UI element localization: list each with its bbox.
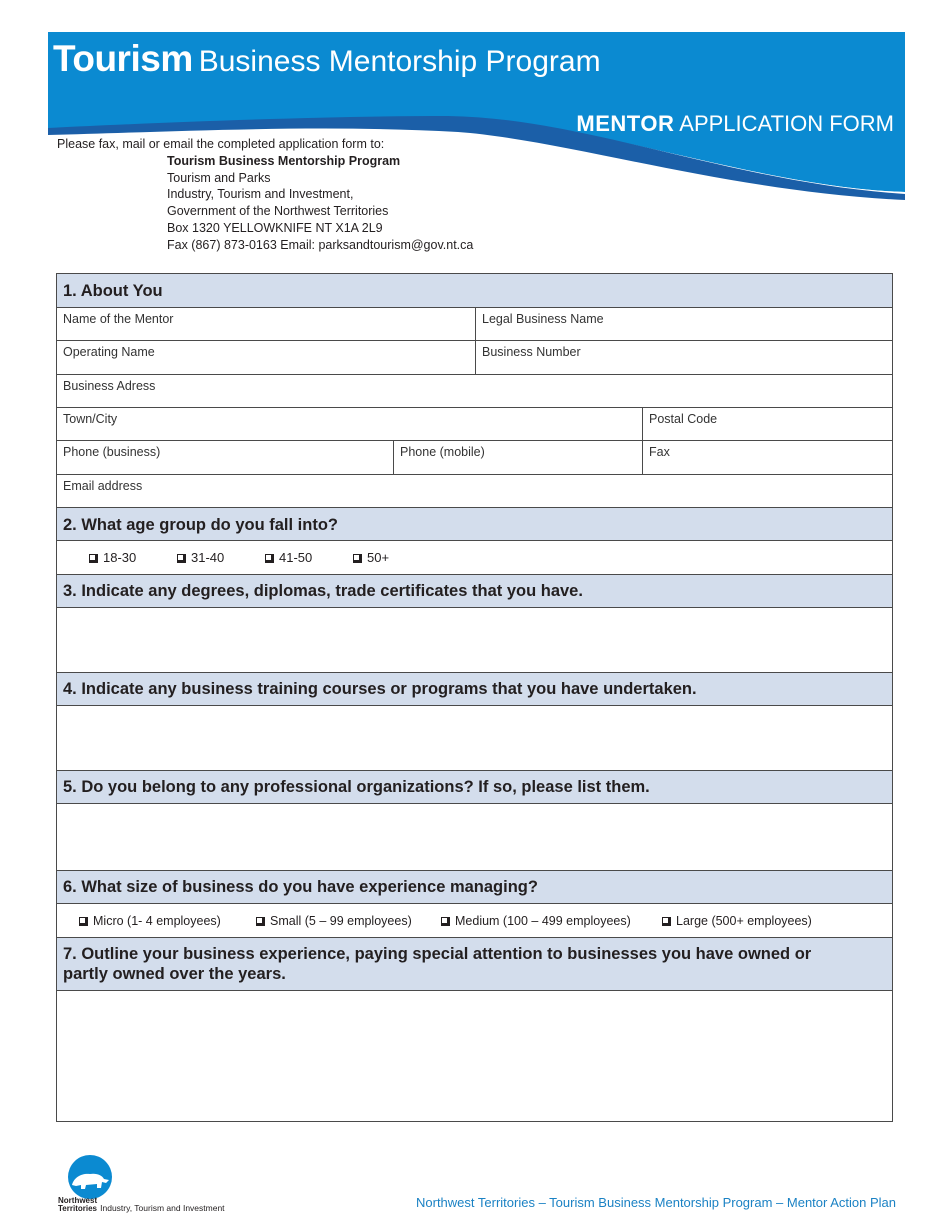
section-heading: 6. What size of business do you have experience managing? — [63, 878, 538, 896]
option-label: Large (500+ employees) — [676, 914, 812, 928]
business-size-options — [57, 904, 892, 938]
age-31-40-checkbox[interactable] — [177, 550, 224, 565]
size-small-checkbox[interactable] — [256, 914, 412, 928]
business-address-field[interactable] — [57, 375, 892, 408]
checkbox-icon — [441, 917, 450, 926]
phone-mobile-field[interactable] — [393, 441, 642, 474]
footer-text: Northwest Territories – Tourism Business Mentorship Program – Mentor Action Plan — [416, 1195, 896, 1210]
field-label: Business Number — [482, 345, 581, 359]
section-header-organizations — [57, 771, 892, 804]
logo-wordmark — [58, 1197, 97, 1213]
section-heading: 3. Indicate any degrees, diplomas, trade certificates that you have. — [63, 582, 583, 600]
field-label: Email address — [63, 479, 143, 493]
email-field[interactable] — [57, 475, 892, 508]
age-41-50-checkbox[interactable] — [265, 550, 312, 565]
address-line: Fax (867) 873-0163 Email: parksandtourism@gov.nt.ca — [167, 237, 474, 252]
subtitle-rest: APPLICATION FORM — [679, 111, 894, 136]
option-label: 41-50 — [279, 550, 313, 565]
application-form — [56, 273, 893, 1122]
section-heading: 2. What age group do you fall into? — [63, 516, 338, 534]
section-heading-line: 7. Outline your business experience, paying special attention to businesses you have owned or — [63, 945, 812, 963]
option-label: Small (5 – 99 employees) — [270, 914, 412, 928]
option-label: 50+ — [367, 550, 390, 565]
address-line: Industry, Tourism and Investment, — [167, 187, 354, 202]
degrees-textarea[interactable] — [57, 608, 892, 673]
title-strong: Tourism — [53, 38, 193, 79]
field-label: Operating Name — [63, 345, 155, 359]
checkbox-icon — [662, 917, 671, 926]
option-label: 18-30 — [103, 550, 137, 565]
address-line: Government of the Northwest Territories — [167, 204, 389, 219]
phone-business-field[interactable] — [57, 441, 393, 474]
option-label: Micro (1- 4 employees) — [93, 914, 221, 928]
size-large-checkbox[interactable] — [662, 914, 812, 928]
logo-line: Territories — [58, 1204, 97, 1213]
field-label: Phone (mobile) — [400, 445, 485, 459]
section-header-about-you — [57, 274, 892, 308]
field-label: Legal Business Name — [482, 312, 604, 326]
legal-business-name-field[interactable] — [475, 308, 892, 340]
operating-name-field[interactable] — [57, 341, 475, 374]
section-heading-line: partly owned over the years. — [63, 965, 286, 983]
address-line: Box 1320 YELLOWKNIFE NT X1A 2L9 — [167, 220, 383, 235]
size-micro-checkbox[interactable] — [79, 914, 221, 928]
address-intro: Please fax, mail or email the completed application form to: — [57, 137, 385, 151]
section-heading: 1. About You — [63, 282, 163, 300]
form-row — [57, 308, 892, 341]
field-label: Postal Code — [649, 412, 718, 426]
section-header-business-size — [57, 871, 892, 904]
size-medium-checkbox[interactable] — [441, 914, 631, 928]
business-number-field[interactable] — [475, 341, 892, 374]
field-label: Town/City — [63, 412, 118, 426]
logo-line: Northwest — [58, 1196, 98, 1205]
section-header-training — [57, 673, 892, 706]
organizations-textarea[interactable] — [57, 804, 892, 871]
checkbox-icon — [89, 554, 98, 563]
logo-department: Industry, Tourism and Investment — [100, 1203, 225, 1213]
form-row — [57, 408, 892, 441]
form-subtitle — [576, 111, 894, 137]
page-title — [53, 38, 601, 80]
checkbox-icon — [256, 917, 265, 926]
section-heading — [63, 944, 811, 984]
logo-caption — [58, 1197, 225, 1213]
section-header-degrees — [57, 575, 892, 608]
postal-code-field[interactable] — [642, 408, 892, 440]
field-label: Name of the Mentor — [63, 312, 174, 326]
section-header-age-group — [57, 508, 892, 541]
address-line: Tourism and Parks — [167, 170, 271, 185]
option-label: 31-40 — [191, 550, 225, 565]
age-50-plus-checkbox[interactable] — [353, 550, 389, 565]
title-rest: Business Mentorship Program — [198, 45, 601, 78]
section-heading: 4. Indicate any business training courses or programs that you have undertaken. — [63, 680, 697, 698]
age-18-30-checkbox[interactable] — [89, 550, 136, 565]
mailing-address — [57, 136, 473, 254]
town-city-field[interactable] — [57, 408, 642, 440]
form-row — [57, 341, 892, 375]
age-group-options — [57, 541, 892, 575]
subtitle-strong: MENTOR — [576, 111, 675, 136]
option-label: Medium (100 – 499 employees) — [455, 914, 631, 928]
field-label: Business Adress — [63, 379, 156, 393]
fax-field[interactable] — [642, 441, 892, 474]
address-program: Tourism Business Mentorship Program — [167, 153, 401, 168]
checkbox-icon — [265, 554, 274, 563]
field-label: Fax — [649, 445, 670, 459]
training-textarea[interactable] — [57, 706, 892, 771]
polar-bear-icon — [56, 1155, 126, 1199]
field-label: Phone (business) — [63, 445, 161, 459]
section-header-experience — [57, 938, 892, 991]
section-heading: 5. Do you belong to any professional organizations? If so, please list them. — [63, 778, 650, 796]
experience-textarea[interactable] — [57, 991, 892, 1121]
mentor-name-field[interactable] — [57, 308, 475, 340]
checkbox-icon — [353, 554, 362, 563]
form-row — [57, 441, 892, 475]
checkbox-icon — [177, 554, 186, 563]
checkbox-icon — [79, 917, 88, 926]
